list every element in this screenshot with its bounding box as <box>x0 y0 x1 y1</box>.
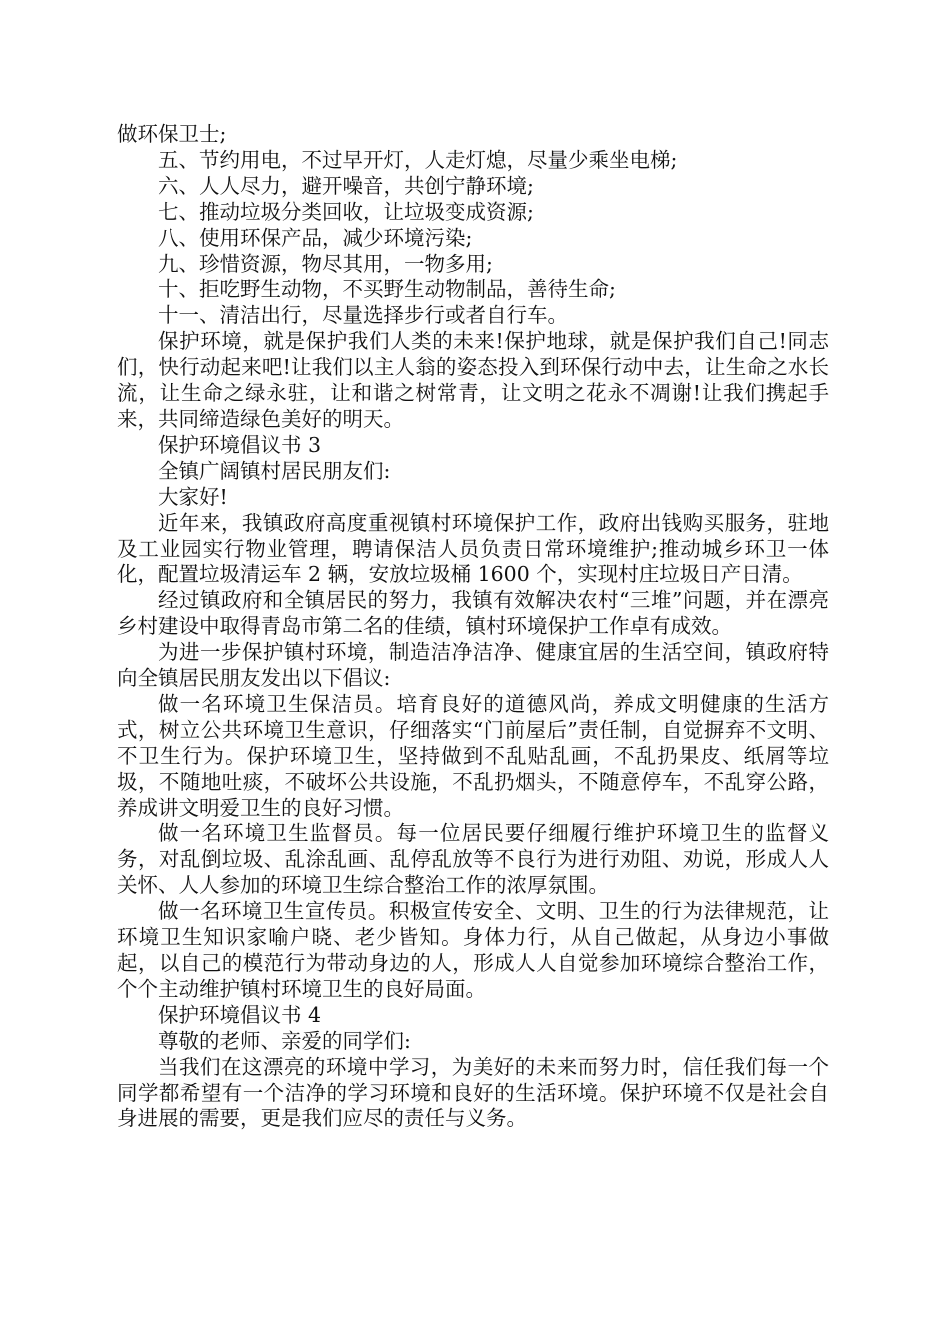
section-title-3: 保护环境倡议书 3 <box>158 432 322 457</box>
paragraph-3-2: 经过镇政府和全镇居民的努力，我镇有效解决农村“三堆”问题，并在漂亮乡村建设中取得青岛市第二名的佳绩，镇村环境保护工作卓有成效。 <box>117 588 829 639</box>
list-item-9: 九、珍惜资源，物尽其用，一物多用; <box>158 251 493 276</box>
list-item-5: 五、节约用电，不过早开灯，人走灯熄，尽量少乘坐电梯; <box>158 147 678 172</box>
paragraph-3-1: 近年来，我镇政府高度重视镇村环境保护工作，政府出钱购买服务，驻地及工业园实行物业管理，聘请保洁人员负责日常环境维护;推动城乡环卫一体化，配置垃圾清运车 2 辆，安放垃圾桶 1600 个，实现村庄垃圾日产日清。 <box>117 510 829 587</box>
salutation-3: 全镇广阔镇村居民朋友们: <box>158 458 391 483</box>
paragraph-3-4: 做一名环境卫生保洁员。培育良好的道德风尚，养成文明健康的生活方式，树立公共环境卫生意识，仔细落实“门前屋后”责任制，自觉摒弃不文明、不卫生行为。保护环境卫生，坚持做到不乱贴乱画，不乱扔果皮、纸屑等垃圾，不随地吐痰，不破坏公共设施，不乱扔烟头，不随意停车，不乱穿公路，养成讲文明爱卫生的良好习惯。 <box>117 691 829 820</box>
list-item-8: 八、使用环保产品，减少环境污染; <box>158 225 473 250</box>
paragraph-3-5: 做一名环境卫生监督员。每一位居民要仔细履行维护环境卫生的监督义务，对乱倒垃圾、乱涂乱画、乱停乱放等不良行为进行劝阻、劝说，形成人人关怀、人人参加的环境卫生综合整治工作的浓厚氛围。 <box>117 821 829 898</box>
list-item-10: 十、拒吃野生动物，不买野生动物制品，善待生命; <box>158 277 616 302</box>
list-item-11: 十一、清洁出行，尽量选择步行或者自行车。 <box>158 303 568 328</box>
list-item-7: 七、推动垃圾分类回收，让垃圾变成资源; <box>158 199 534 224</box>
closing-paragraph: 保护环境，就是保护我们人类的未来!保护地球，就是保护我们自己!同志们，快行动起来吧!让我们以主人翁的姿态投入到环保行动中去，让生命之水长流，让生命之绿永驻，让和谐之树常青，让文明之花永不凋谢!让我们携起手来，共同缔造绿色美好的明天。 <box>117 329 829 431</box>
list-item-6: 六、人人尽力，避开噪音，共创宁静环境; <box>158 173 534 198</box>
paragraph-continuation: 做环保卫士; <box>117 122 227 146</box>
paragraph-4-1: 当我们在这漂亮的环境中学习，为美好的未来而努力时，信任我们每一个同学都希望有一个洁净的学习环境和良好的生活环境。保护环境不仅是社会自身进展的需要，更是我们应尽的责任与义务。 <box>117 1054 829 1131</box>
paragraph-3-3: 为进一步保护镇村环境，制造洁净洁净、健康宜居的生活空间，镇政府特向全镇居民朋友发出以下倡议: <box>117 640 829 691</box>
salutation-4: 尊敬的老师、亲爱的同学们: <box>158 1028 411 1053</box>
section-title-4: 保护环境倡议书 4 <box>158 1002 322 1027</box>
document-body <box>117 122 829 1132</box>
paragraph-3-6: 做一名环境卫生宣传员。积极宣传安全、文明、卫生的行为法律规范，让环境卫生知识家喻户晓、老少皆知。身体力行，从自己做起，从身边小事做起，以自己的模范行为带动身边的人，形成人人自觉参加环境综合整治工作，个个主动维护镇村环境卫生的良好局面。 <box>117 899 829 1001</box>
greeting-3: 大家好! <box>158 484 228 509</box>
